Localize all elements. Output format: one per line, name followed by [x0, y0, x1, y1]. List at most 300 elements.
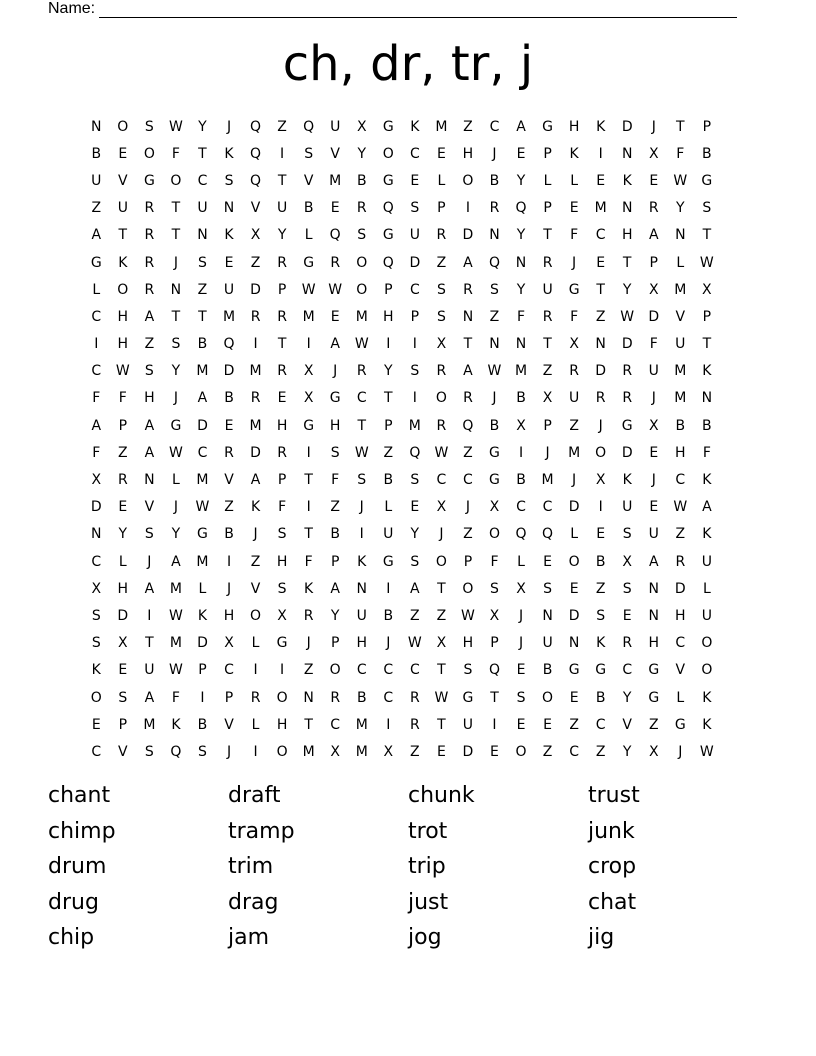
grid-letter[interactable]: K: [569, 145, 579, 162]
grid-letter[interactable]: K: [224, 145, 234, 162]
grid-letter[interactable]: O: [435, 553, 447, 570]
grid-letter[interactable]: N: [303, 689, 314, 706]
grid-letter[interactable]: R: [542, 308, 553, 325]
grid-letter[interactable]: Y: [622, 743, 632, 760]
grid-letter[interactable]: D: [223, 363, 235, 380]
grid-letter[interactable]: I: [598, 145, 603, 162]
grid-letter[interactable]: V: [303, 172, 314, 189]
grid-letter[interactable]: Y: [622, 281, 632, 298]
grid-letter[interactable]: K: [410, 118, 420, 135]
grid-letter[interactable]: P: [543, 417, 552, 434]
grid-letter[interactable]: N: [542, 607, 553, 624]
grid-letter[interactable]: R: [489, 200, 500, 217]
grid-letter[interactable]: H: [329, 417, 341, 434]
grid-letter[interactable]: D: [568, 499, 580, 516]
grid-letter[interactable]: Y: [622, 689, 632, 706]
grid-letter[interactable]: D: [117, 607, 129, 624]
grid-letter[interactable]: H: [462, 145, 474, 162]
grid-letter[interactable]: R: [117, 472, 128, 489]
grid-letter[interactable]: R: [250, 308, 261, 325]
grid-letter[interactable]: N: [489, 227, 500, 244]
grid-letter[interactable]: G: [542, 118, 553, 135]
grid-letter[interactable]: S: [410, 472, 420, 489]
grid-letter[interactable]: J: [386, 635, 391, 652]
grid-letter[interactable]: B: [224, 390, 234, 407]
grid-letter[interactable]: I: [598, 499, 603, 516]
grid-letter[interactable]: A: [197, 390, 208, 407]
grid-letter[interactable]: H: [675, 444, 686, 461]
grid-letter[interactable]: S: [436, 281, 446, 298]
grid-letter[interactable]: T: [384, 390, 393, 407]
grid-letter[interactable]: O: [542, 689, 554, 706]
grid-letter[interactable]: U: [542, 635, 553, 652]
grid-letter[interactable]: D: [621, 444, 633, 461]
grid-letter[interactable]: J: [226, 118, 232, 135]
grid-letter[interactable]: L: [304, 227, 313, 244]
grid-letter[interactable]: W: [620, 308, 635, 325]
grid-letter[interactable]: T: [622, 254, 632, 271]
grid-letter[interactable]: P: [198, 662, 207, 679]
grid-letter[interactable]: E: [543, 716, 552, 733]
grid-letter[interactable]: I: [465, 200, 470, 217]
grid-letter[interactable]: X: [489, 499, 500, 516]
grid-letter[interactable]: S: [224, 172, 234, 189]
grid-letter[interactable]: R: [463, 390, 473, 407]
grid-letter[interactable]: G: [143, 172, 155, 189]
grid-letter[interactable]: R: [622, 363, 633, 380]
grid-letter[interactable]: D: [621, 336, 633, 353]
grid-letter[interactable]: I: [253, 336, 258, 353]
grid-letter[interactable]: E: [410, 499, 420, 516]
grid-letter[interactable]: T: [118, 227, 128, 244]
grid-letter[interactable]: N: [489, 336, 500, 353]
grid-letter[interactable]: X: [330, 743, 340, 760]
grid-letter[interactable]: W: [487, 363, 502, 380]
grid-letter[interactable]: S: [463, 662, 473, 679]
grid-letter[interactable]: J: [518, 635, 524, 652]
grid-letter[interactable]: S: [622, 526, 632, 543]
grid-letter[interactable]: R: [277, 254, 287, 271]
grid-letter[interactable]: L: [676, 254, 685, 271]
grid-letter[interactable]: T: [304, 472, 313, 489]
grid-letter[interactable]: R: [250, 390, 261, 407]
grid-letter[interactable]: V: [224, 716, 234, 733]
grid-letter[interactable]: P: [277, 281, 287, 298]
grid-letter[interactable]: E: [277, 390, 287, 407]
grid-letter[interactable]: J: [359, 499, 364, 516]
grid-letter[interactable]: M: [302, 308, 315, 325]
grid-letter[interactable]: P: [702, 118, 712, 135]
grid-letter[interactable]: Y: [118, 526, 128, 543]
grid-letter[interactable]: D: [674, 580, 686, 597]
grid-letter[interactable]: J: [572, 254, 577, 271]
grid-letter[interactable]: M: [196, 553, 209, 570]
grid-letter[interactable]: Y: [198, 118, 207, 135]
grid-letter[interactable]: T: [171, 308, 181, 325]
grid-letter[interactable]: T: [543, 336, 552, 353]
grid-letter[interactable]: B: [224, 526, 234, 543]
grid-letter[interactable]: C: [675, 635, 686, 652]
grid-letter[interactable]: J: [253, 526, 258, 543]
grid-letter[interactable]: T: [198, 308, 207, 325]
grid-letter[interactable]: Q: [515, 200, 527, 217]
grid-letter[interactable]: D: [648, 308, 660, 325]
grid-letter[interactable]: A: [330, 336, 340, 353]
grid-letter[interactable]: U: [223, 281, 235, 298]
grid-letter[interactable]: A: [144, 417, 155, 434]
grid-letter[interactable]: B: [383, 607, 394, 624]
grid-letter[interactable]: R: [675, 553, 686, 570]
grid-letter[interactable]: P: [490, 635, 499, 652]
grid-letter[interactable]: Z: [595, 580, 606, 597]
grid-letter[interactable]: X: [516, 580, 526, 597]
grid-letter[interactable]: O: [382, 145, 394, 162]
grid-letter[interactable]: W: [673, 172, 688, 189]
grid-letter[interactable]: H: [117, 580, 129, 597]
grid-letter[interactable]: J: [492, 390, 497, 407]
grid-letter[interactable]: M: [355, 308, 368, 325]
grid-letter[interactable]: S: [357, 227, 367, 244]
grid-letter[interactable]: N: [701, 390, 713, 407]
grid-letter[interactable]: I: [147, 607, 152, 624]
grid-letter[interactable]: E: [569, 689, 579, 706]
grid-letter[interactable]: T: [463, 336, 473, 353]
grid-letter[interactable]: A: [702, 499, 712, 516]
grid-letter[interactable]: X: [542, 390, 553, 407]
grid-letter[interactable]: E: [91, 716, 101, 733]
grid-letter[interactable]: G: [568, 281, 580, 298]
grid-letter[interactable]: Z: [436, 254, 447, 271]
grid-letter[interactable]: J: [306, 635, 311, 652]
grid-letter[interactable]: B: [303, 200, 314, 217]
grid-letter[interactable]: Q: [409, 444, 421, 461]
grid-letter[interactable]: K: [304, 580, 314, 597]
grid-letter[interactable]: T: [171, 227, 181, 244]
grid-letter[interactable]: G: [382, 553, 394, 570]
grid-letter[interactable]: W: [354, 444, 369, 461]
grid-letter[interactable]: M: [329, 172, 342, 189]
grid-letter[interactable]: U: [330, 118, 341, 135]
grid-letter[interactable]: Q: [488, 662, 500, 679]
grid-letter[interactable]: C: [91, 553, 102, 570]
grid-letter[interactable]: I: [253, 743, 258, 760]
grid-letter[interactable]: X: [648, 281, 659, 298]
grid-letter[interactable]: W: [168, 118, 183, 135]
grid-letter[interactable]: R: [356, 200, 367, 217]
grid-letter[interactable]: H: [462, 635, 474, 652]
grid-letter[interactable]: P: [118, 417, 128, 434]
grid-letter[interactable]: M: [674, 390, 687, 407]
grid-letter[interactable]: T: [277, 336, 287, 353]
grid-letter[interactable]: Q: [250, 172, 262, 189]
grid-letter[interactable]: H: [383, 308, 394, 325]
grid-letter[interactable]: G: [568, 662, 580, 679]
grid-letter[interactable]: C: [409, 662, 420, 679]
grid-letter[interactable]: Q: [515, 526, 527, 543]
grid-letter[interactable]: H: [144, 390, 155, 407]
grid-letter[interactable]: X: [622, 553, 632, 570]
grid-letter[interactable]: S: [277, 526, 287, 543]
grid-letter[interactable]: E: [118, 499, 128, 516]
grid-letter[interactable]: Z: [648, 716, 659, 733]
grid-letter[interactable]: G: [197, 526, 208, 543]
grid-letter[interactable]: F: [702, 444, 711, 461]
grid-letter[interactable]: M: [143, 716, 156, 733]
grid-letter[interactable]: Z: [330, 499, 340, 516]
grid-letter[interactable]: Z: [463, 526, 473, 543]
grid-letter[interactable]: H: [675, 607, 686, 624]
grid-letter[interactable]: J: [465, 499, 470, 516]
grid-letter[interactable]: M: [302, 743, 315, 760]
grid-letter[interactable]: J: [651, 390, 656, 407]
grid-letter[interactable]: E: [569, 200, 579, 217]
grid-letter[interactable]: N: [91, 526, 102, 543]
grid-letter[interactable]: R: [622, 390, 633, 407]
grid-letter[interactable]: Q: [462, 417, 474, 434]
grid-letter[interactable]: C: [569, 743, 579, 760]
grid-letter[interactable]: S: [436, 308, 446, 325]
grid-letter[interactable]: F: [171, 145, 180, 162]
grid-letter[interactable]: C: [409, 145, 420, 162]
grid-letter[interactable]: R: [303, 607, 314, 624]
grid-letter[interactable]: E: [436, 145, 446, 162]
grid-letter[interactable]: H: [276, 716, 288, 733]
grid-letter[interactable]: C: [91, 308, 102, 325]
grid-letter[interactable]: T: [702, 227, 712, 244]
grid-letter[interactable]: M: [249, 363, 262, 380]
grid-letter[interactable]: W: [168, 607, 183, 624]
grid-letter[interactable]: C: [489, 118, 500, 135]
grid-letter[interactable]: K: [224, 227, 234, 244]
grid-letter[interactable]: W: [354, 336, 369, 353]
grid-letter[interactable]: Z: [91, 200, 102, 217]
grid-letter[interactable]: T: [702, 336, 712, 353]
grid-letter[interactable]: T: [357, 417, 367, 434]
grid-letter[interactable]: S: [357, 472, 367, 489]
grid-letter[interactable]: S: [304, 145, 314, 162]
grid-letter[interactable]: U: [701, 553, 712, 570]
grid-letter[interactable]: F: [676, 145, 685, 162]
grid-letter[interactable]: C: [224, 662, 234, 679]
grid-letter[interactable]: B: [91, 145, 102, 162]
grid-letter[interactable]: B: [516, 390, 526, 407]
grid-letter[interactable]: X: [436, 499, 447, 516]
grid-letter[interactable]: Q: [382, 254, 394, 271]
grid-letter[interactable]: Z: [675, 526, 686, 543]
grid-letter[interactable]: W: [673, 499, 688, 516]
grid-letter[interactable]: D: [197, 635, 208, 652]
grid-letter[interactable]: N: [648, 580, 659, 597]
grid-letter[interactable]: O: [568, 553, 580, 570]
grid-letter[interactable]: J: [598, 417, 603, 434]
grid-letter[interactable]: O: [462, 580, 474, 597]
grid-letter[interactable]: I: [359, 526, 364, 543]
grid-letter[interactable]: G: [621, 417, 633, 434]
grid-letter[interactable]: S: [91, 635, 101, 652]
grid-letter[interactable]: U: [648, 363, 659, 380]
grid-letter[interactable]: D: [409, 254, 421, 271]
grid-letter[interactable]: H: [276, 417, 288, 434]
grid-letter[interactable]: F: [92, 390, 101, 407]
grid-letter[interactable]: X: [516, 417, 526, 434]
grid-letter[interactable]: U: [462, 716, 474, 733]
grid-letter[interactable]: E: [622, 607, 632, 624]
grid-letter[interactable]: G: [489, 444, 500, 461]
grid-letter[interactable]: W: [434, 689, 449, 706]
grid-letter[interactable]: Z: [118, 444, 128, 461]
grid-letter[interactable]: R: [356, 363, 367, 380]
grid-letter[interactable]: D: [90, 499, 102, 516]
grid-letter[interactable]: L: [517, 553, 525, 570]
grid-letter[interactable]: R: [595, 390, 606, 407]
grid-letter[interactable]: Z: [383, 444, 394, 461]
grid-letter[interactable]: A: [250, 472, 261, 489]
grid-letter[interactable]: J: [492, 145, 497, 162]
grid-letter[interactable]: W: [168, 444, 183, 461]
grid-letter[interactable]: S: [118, 689, 128, 706]
grid-letter[interactable]: F: [171, 689, 180, 706]
grid-letter[interactable]: U: [197, 200, 208, 217]
grid-letter[interactable]: M: [514, 363, 528, 380]
grid-letter[interactable]: E: [224, 254, 234, 271]
grid-letter[interactable]: U: [383, 526, 394, 543]
grid-letter[interactable]: C: [542, 499, 553, 516]
grid-letter[interactable]: Q: [170, 743, 182, 760]
grid-letter[interactable]: X: [277, 607, 287, 624]
grid-letter[interactable]: B: [489, 417, 500, 434]
grid-letter[interactable]: Y: [330, 607, 340, 624]
grid-letter[interactable]: X: [383, 743, 394, 760]
grid-letter[interactable]: Q: [250, 118, 262, 135]
grid-letter[interactable]: J: [678, 743, 683, 760]
grid-letter[interactable]: Z: [569, 716, 579, 733]
grid-letter[interactable]: Q: [250, 145, 262, 162]
grid-letter[interactable]: S: [144, 363, 154, 380]
grid-letter[interactable]: I: [253, 662, 258, 679]
grid-letter[interactable]: I: [412, 390, 417, 407]
grid-letter[interactable]: Z: [569, 417, 579, 434]
grid-letter[interactable]: T: [437, 580, 446, 597]
grid-letter[interactable]: O: [356, 281, 368, 298]
grid-letter[interactable]: L: [251, 635, 260, 652]
grid-letter[interactable]: L: [570, 172, 579, 189]
grid-letter[interactable]: V: [330, 145, 340, 162]
grid-letter[interactable]: Q: [488, 254, 500, 271]
grid-letter[interactable]: O: [356, 254, 368, 271]
grid-letter[interactable]: D: [621, 118, 633, 135]
grid-letter[interactable]: P: [649, 254, 658, 271]
grid-letter[interactable]: T: [145, 635, 154, 652]
grid-letter[interactable]: U: [568, 390, 580, 407]
grid-letter[interactable]: R: [409, 689, 420, 706]
grid-letter[interactable]: I: [200, 689, 205, 706]
grid-letter[interactable]: P: [410, 308, 420, 325]
grid-letter[interactable]: A: [330, 580, 340, 597]
grid-letter[interactable]: E: [118, 662, 128, 679]
grid-letter[interactable]: J: [147, 553, 152, 570]
grid-letter[interactable]: B: [197, 716, 208, 733]
grid-letter[interactable]: X: [569, 336, 579, 353]
grid-letter[interactable]: C: [436, 472, 447, 489]
grid-letter[interactable]: R: [144, 281, 155, 298]
grid-letter[interactable]: J: [173, 499, 178, 516]
grid-letter[interactable]: A: [463, 254, 473, 271]
grid-letter[interactable]: J: [545, 444, 550, 461]
grid-letter[interactable]: K: [197, 607, 208, 624]
grid-letter[interactable]: O: [435, 390, 447, 407]
grid-letter[interactable]: S: [91, 607, 101, 624]
grid-letter[interactable]: F: [92, 444, 101, 461]
grid-letter[interactable]: L: [251, 716, 260, 733]
grid-letter[interactable]: R: [436, 417, 447, 434]
grid-letter[interactable]: M: [196, 472, 209, 489]
grid-letter[interactable]: N: [621, 200, 633, 217]
grid-letter[interactable]: R: [409, 716, 420, 733]
grid-letter[interactable]: V: [622, 716, 632, 733]
grid-letter[interactable]: A: [463, 363, 473, 380]
grid-letter[interactable]: J: [651, 472, 656, 489]
grid-letter[interactable]: Y: [384, 363, 393, 380]
grid-letter[interactable]: S: [144, 526, 154, 543]
grid-letter[interactable]: P: [437, 200, 446, 217]
grid-letter[interactable]: G: [303, 417, 315, 434]
grid-letter[interactable]: A: [516, 118, 526, 135]
grid-letter[interactable]: F: [304, 553, 313, 570]
grid-letter[interactable]: T: [437, 662, 446, 679]
grid-letter[interactable]: H: [117, 336, 129, 353]
grid-letter[interactable]: E: [649, 444, 659, 461]
grid-letter[interactable]: Y: [171, 526, 181, 543]
grid-letter[interactable]: G: [674, 716, 686, 733]
grid-letter[interactable]: X: [91, 580, 102, 597]
grid-letter[interactable]: R: [542, 254, 553, 271]
grid-letter[interactable]: U: [117, 200, 128, 217]
grid-letter[interactable]: U: [276, 200, 288, 217]
grid-letter[interactable]: H: [223, 607, 235, 624]
grid-letter[interactable]: E: [516, 662, 526, 679]
grid-letter[interactable]: N: [675, 227, 686, 244]
grid-letter[interactable]: A: [648, 227, 659, 244]
grid-letter[interactable]: X: [702, 281, 712, 298]
grid-letter[interactable]: W: [407, 635, 422, 652]
grid-letter[interactable]: R: [436, 363, 447, 380]
grid-letter[interactable]: Z: [224, 499, 234, 516]
grid-letter[interactable]: B: [516, 472, 526, 489]
grid-letter[interactable]: F: [331, 472, 340, 489]
grid-letter[interactable]: K: [622, 172, 632, 189]
grid-letter[interactable]: G: [648, 689, 660, 706]
grid-letter[interactable]: J: [173, 254, 178, 271]
grid-letter[interactable]: I: [306, 336, 311, 353]
grid-letter[interactable]: R: [330, 689, 341, 706]
grid-letter[interactable]: E: [649, 172, 659, 189]
grid-letter[interactable]: I: [386, 716, 391, 733]
grid-letter[interactable]: P: [330, 635, 340, 652]
grid-letter[interactable]: F: [516, 308, 526, 325]
grid-letter[interactable]: D: [568, 607, 580, 624]
grid-letter[interactable]: Y: [171, 363, 181, 380]
grid-letter[interactable]: T: [676, 118, 685, 135]
grid-letter[interactable]: Y: [676, 200, 685, 217]
grid-letter[interactable]: G: [595, 662, 607, 679]
grid-letter[interactable]: Y: [516, 227, 526, 244]
grid-letter[interactable]: E: [490, 743, 499, 760]
grid-letter[interactable]: E: [516, 716, 526, 733]
grid-letter[interactable]: Z: [250, 553, 261, 570]
grid-letter[interactable]: C: [356, 662, 367, 679]
grid-letter[interactable]: N: [515, 336, 527, 353]
grid-letter[interactable]: Z: [410, 607, 420, 624]
